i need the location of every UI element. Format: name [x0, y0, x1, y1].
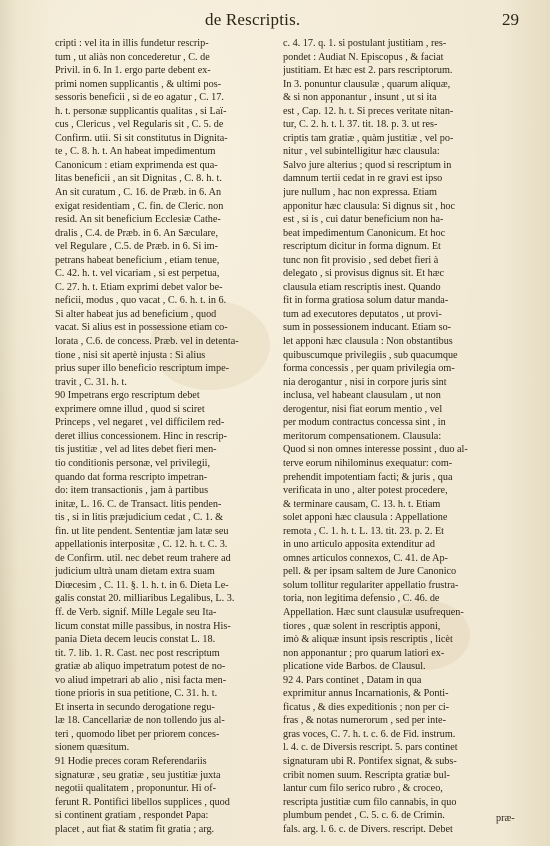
text-line: quando dat forma rescripto impetran- [55, 471, 208, 483]
text-line: exprimere omne illud , quod si sciret [55, 403, 205, 415]
text-line: justitiam. Et hæc est 2. pars rescriptorum. [283, 65, 453, 77]
text-line: 92 4. Pars continet , Datam in qua [283, 674, 422, 686]
text-line: terve eorum nihilominus exequatur: com- [283, 457, 453, 469]
text-line: de Confirm. util. nec debet reum trahere ad [55, 552, 231, 564]
text-line: damnum tertii cedat in re gravi est ipso [283, 173, 443, 185]
text-line: Salvo jure alterius ; quod si rescriptum in [283, 159, 452, 171]
page-header [0, 10, 550, 38]
text-line: Diœcesim , C. 11. §. 1. h. t. in 6. Dieta Le- [55, 579, 229, 591]
text-line: signaturam ubi R. Pontifex signat, & subs- [283, 755, 457, 767]
text-line: fals. arg. l. 6. c. de Divers. rescript. Debet [283, 823, 453, 835]
text-line: signaturæ , seu gratiæ , seu justitiæ juxta [55, 769, 221, 781]
text-line: beat impedimentum Canonicum. Et hoc [283, 227, 446, 239]
text-line: ferunt R. Pontifici libellos supplices , quod [55, 796, 230, 808]
text-line: gratiæ ab aliquo impetratum potest de no- [55, 661, 226, 673]
text-line: nia derogantur , nisi in corpore juris sint [283, 376, 447, 388]
text-line: lantur cum filo serico rubro , & croceo, [283, 783, 443, 795]
text-line: per modum contractus concessa sint , in [283, 417, 446, 429]
text-line: tit. 7. lib. 1. R. Cast. nec post rescriptum [55, 647, 220, 659]
text-line: est , Cap. 12. h. t. Si preces veritate nitan- [283, 105, 454, 117]
text-line: In 3. ponuntur clausulæ , quarum aliquæ, [283, 78, 451, 90]
text-line: vel Regulare , C.5. de Præb. in 6. Si im- [55, 241, 218, 253]
text-line: fin. ut lite pendent. Sententiæ jam latæ seu [55, 525, 229, 537]
text-line: tiores , quæ solent in rescriptis apponi, [283, 620, 441, 632]
text-line: ff. de Verb. signif. Mille Legale seu Ita- [55, 606, 217, 618]
text-line: teri , quomodo libet per priorem conces- [55, 728, 220, 740]
text-line: C. 42. h. t. vel vicariam , si est perpetua, [55, 268, 220, 280]
text-line: omnes articulos connexos, C. 41. de Ap- [283, 552, 448, 564]
text-line: si continent gratiam , respondet Papa: [55, 810, 209, 822]
text-line: apponitur hæc clausula: Si dignus sit , hoc [283, 200, 456, 212]
text-line: tione , nisi sit apertè injusta : Si alius [55, 349, 206, 361]
text-line: lorata , C.6. de concess. Præb. vel in detenta- [55, 336, 239, 348]
text-line: initæ, L. 16. C. de Transact. litis penden- [55, 498, 222, 510]
text-line: clausula etiam rescriptis inest. Quando [283, 281, 441, 293]
text-line: tis , si in litis præjudicium cedat , C. 1. & [55, 512, 224, 524]
text-line: nitur , vel subintelligitur hæc clausula: [283, 146, 440, 158]
text-line: exigat residentiam , C. fin. de Cleric. non [55, 200, 224, 212]
left-text-column [55, 37, 291, 836]
text-line: & si non apponantur , insunt , ut si ita [283, 92, 437, 104]
text-line: quibuscumque privilegiis , sub quacumque [283, 349, 458, 361]
text-line: neficii, modus , quo vacat , C. 6. h. t. in 6. [55, 295, 227, 307]
text-line: ficatus , & dies expeditionis ; non per ci- [283, 701, 450, 713]
text-line: cus , Clericus , vel Regularis sit , C. 5. de [55, 119, 224, 131]
text-line: fit in forma gratiosa solum datur manda- [283, 295, 449, 307]
text-line: Confirm. utii. Si sit constitutus in Dignita- [55, 132, 228, 144]
text-line: remota , C. 1. h. t. L. 13. tit. 23. p. 2. Et [283, 525, 445, 537]
text-line: pania Dieta decem leucis constat L. 18. [55, 634, 216, 646]
text-line: non apponantur ; pro quarum latiori ex- [283, 647, 445, 659]
text-line: galis constat 20. milliaribus Legalibus, L. 3. [55, 593, 235, 605]
text-line: sessoris beneficii , si de eo agatur , C. 17. [55, 92, 224, 104]
text-line: plumbum pendet , C. 5. c. 6. de Crimin. [283, 810, 445, 822]
text-line: cripti : vel ita in illis fundetur rescrip- [55, 38, 209, 49]
text-line: deret illius concessionem. Hinc in rescrip- [55, 430, 228, 442]
text-line: c. 4. 17. q. 1. si postulant justitiam , res- [283, 38, 447, 49]
text-line: te , C. 8. h. t. An habeat impedimentum [55, 146, 216, 158]
text-line: solet apponi hæc clausula : Appellatione [283, 512, 448, 524]
text-line: tione prioris in sua petitione, C. 31. h. t. [55, 688, 218, 700]
text-line: prius super illo beneficio rescriptum impe- [55, 363, 229, 375]
text-line: judicium ultrà unam dietam extra suam [55, 566, 215, 578]
text-line: læ 18. Cancellariæ de non tollendo jus al- [55, 715, 225, 727]
text-line: fras , & notas numerorum , sed per inte- [283, 715, 446, 727]
text-line: pondet : Audiat N. Episcopus , & faciat [283, 51, 444, 63]
text-line: h. t. personæ supplicantis qualitas , si Laï- [55, 105, 227, 117]
text-line: sum in possessionem inducant. Etiam so- [283, 322, 452, 334]
right-text-column [283, 37, 519, 836]
text-line: tum ad executores deputatos , ut provi- [283, 308, 442, 320]
text-line: Canonicum : etiam exprimenda est qua- [55, 159, 218, 171]
text-line: dralis , C.4. de Præb. in 6. An Sæculare, [55, 227, 218, 239]
text-line: 91 Hodie preces coram Referendariis [55, 755, 207, 767]
text-line: petrans habeat beneficium , etiam tenue, [55, 254, 220, 266]
text-line: primi nomen supplicantis , & ultimi pos- [55, 78, 222, 90]
text-line: tur, C. 2. h. t. l. 37. tit. 18. p. 3. ut res- [283, 119, 438, 131]
text-line: tis justitiæ , vel ad lites debet fieri men- [55, 444, 217, 456]
text-line: verificata in uno , alter potest procedere, [283, 485, 448, 497]
text-line: litas beneficii , an sit Dignitas , C. 8. h. t. [55, 173, 222, 185]
text-line: Appellation. Hæc sunt clausulæ usufrequen- [283, 606, 464, 618]
text-line: let apponi hæc clausula : Non obstantibus [283, 336, 453, 348]
text-line: exprimitur annus Incarnationis, & Ponti- [283, 688, 449, 700]
text-line: 90 Impetrans ergo rescriptum debet [55, 390, 200, 402]
text-line: l. 4. c. de Diversis rescript. 5. pars continet [283, 742, 458, 754]
text-line: meritorum compensationem. Clausula: [283, 430, 442, 442]
text-line: An sit curatum , C. 16. de Præb. in 6. An [55, 187, 222, 199]
text-line: sionem quæsitum. [55, 742, 130, 754]
text-line: Si alter habeat jus ad beneficium , quod [55, 308, 217, 320]
text-line: plicatione vide Barbos. de Clausul. [283, 661, 426, 673]
text-line: vacat. Si alius est in possessione etiam co- [55, 322, 228, 334]
text-line: resid. An sit beneficium Ecclesiæ Cathe- [55, 214, 221, 226]
text-line: Et inserta in secundo derogatione regu- [55, 701, 215, 713]
text-line: cribit nomen suum. Rescripta gratiæ bul- [283, 769, 450, 781]
text-line: est , si is , cui datur beneficium non ha- [283, 214, 444, 226]
text-line: solum tollitur regulariter appellatio frustra- [283, 579, 459, 591]
text-line: C. 27. h. t. Etiam exprimi debet valor be- [55, 281, 223, 293]
text-line: toria, non legitima defensio , C. 46. de [283, 593, 440, 605]
text-line: Privil. in 6. In 1. ergo parte debent ex- [55, 65, 211, 77]
text-line: gras voces, C. 7. h. t. c. 6. de Fid. instrum. [283, 728, 456, 740]
text-line: in uno articulo apposita extenditur ad [283, 539, 435, 551]
text-line: tum , ut aliàs non concederetur , C. de [55, 51, 210, 63]
text-line: negotii qualitatem , proponuntur. Hi of- [55, 783, 216, 795]
text-line: inclusa, vel habeant clausulam , ut non [283, 390, 441, 402]
text-line: rescripta justitiæ cum filo cannabis, in quo [283, 796, 457, 808]
text-line: Quod si non omnes interesse possint , duo al- [283, 444, 468, 456]
text-line: vo aliud impetrari ab alio , nisi facta men- [55, 674, 227, 686]
page-number: 29 [502, 10, 519, 29]
text-line: appellationis interpositæ , C. 12. h. t. C. 3. [55, 539, 228, 551]
text-line: forma concessis , per quam privilegia om- [283, 363, 455, 375]
text-line: tio conditionis personæ, vel privilegii, [55, 457, 211, 469]
text-line: do: item transactionis , jam à partibus [55, 485, 209, 497]
text-line: Princeps , vel negaret , vel difficilem red- [55, 417, 225, 429]
catchword: præ- [496, 813, 515, 824]
text-line: pell. & per ipsam saltem de Jure Canonico [283, 566, 457, 578]
text-line: travit , C. 31. h. t. [55, 376, 127, 388]
text-line: licum constat mille passibus, in nostra His- [55, 620, 231, 632]
text-line: jure nullum , hac non expressa. Etiam [283, 187, 437, 199]
text-line: rescriptum dicitur in forma dignum. Et [283, 241, 441, 253]
text-line: imò & aliquæ insunt ipsis rescriptis , licèt [283, 634, 453, 646]
text-line: tunc non fit provisio , sed debet fieri à [283, 254, 439, 266]
text-line: derogentur, nisi fiat eorum mentio , vel [283, 403, 443, 415]
text-line: criptis tam gratiæ , quàm justitiæ , vel po- [283, 132, 454, 144]
running-head: de Rescriptis. [205, 10, 301, 29]
text-line: & terminare causam, C. 13. h. t. Etiam [283, 498, 441, 510]
text-line: delegato , si provisus dignus sit. Et hæc [283, 268, 445, 280]
text-line: placet , aut fiat & statim fit gratia ; arg. [55, 823, 215, 835]
text-line: prehendit impotentiam facti; & juris , qua [283, 471, 453, 483]
